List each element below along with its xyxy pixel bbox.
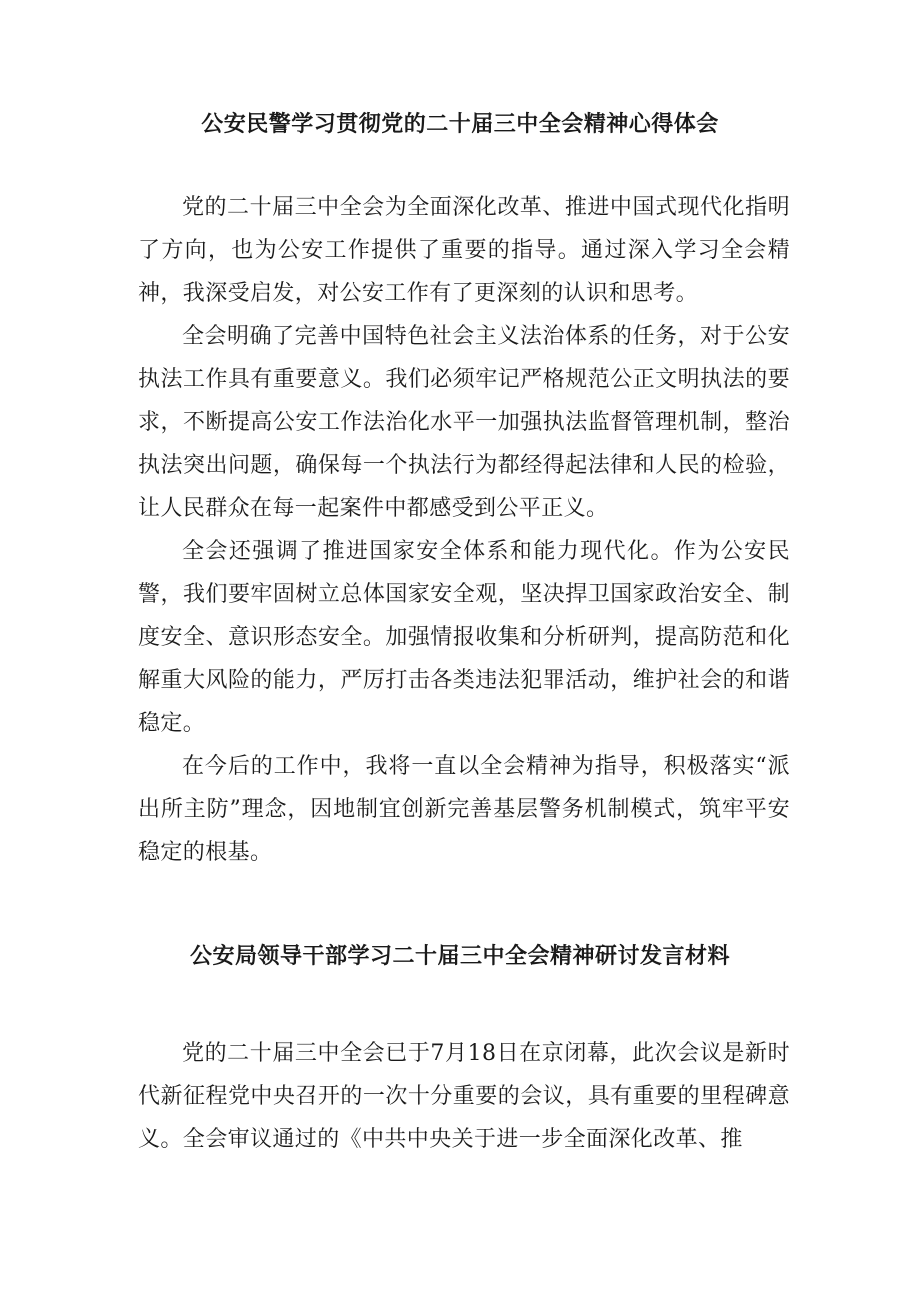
article-1-paragraph-2: 全会明确了完善中国特色社会主义法治体系的任务，对于公安执法工作具有重要意义。我们必须牢记严格规范公正文明执法的要求，不断提高公安工作法治化水平一加强执法监督管理机制，整治执法突出问题，确保每一个执法行为都经得起法律和人民的检验，让人民群众在每一起案件中都感受到公平正义。 <box>138 324 790 521</box>
article-2-paragraph-1: 党的二十届三中全会已于7月18日在京闭幕，此次会议是新时代新征程党中央召开的一次十分重要的会议，具有重要的里程碑意义。全会审议通过的《中共中央关于进一步全面深化改革、推 <box>138 1041 790 1152</box>
article-1-paragraph-3: 全会还强调了推进国家安全体系和能力现代化。作为公安民警，我们要牢固树立总体国家安全观，坚决捍卫国家政治安全、制度安全、意识形态安全。加强情报收集和分析研判，提高防范和化解重大风险的能力，严厉打击各类违法犯罪活动，维护社会的和谐稳定。 <box>138 539 790 736</box>
article-1-paragraph-4: 在今后的工作中，我将一直以全会精神为指导，积极落实“派出所主防”理念，因地制宜创新完善基层警务机制模式，筑牢平安稳定的根基。 <box>138 754 790 865</box>
article-1-title: 公安民警学习贯彻党的二十届三中全会精神心得体会 <box>201 112 719 137</box>
article-1-body <box>138 186 790 874</box>
article-2-body <box>138 1032 790 1161</box>
article-1-paragraph-1: 党的二十届三中全会为全面深化改革、推进中国式现代化指明了方向，也为公安工作提供了重要的指导。通过深入学习全会精神，我深受启发，对公安工作有了更深刻的认识和思考。 <box>138 195 790 306</box>
article-2-title: 公安局领导干部学习二十届三中全会精神研讨发言材料 <box>189 944 730 969</box>
